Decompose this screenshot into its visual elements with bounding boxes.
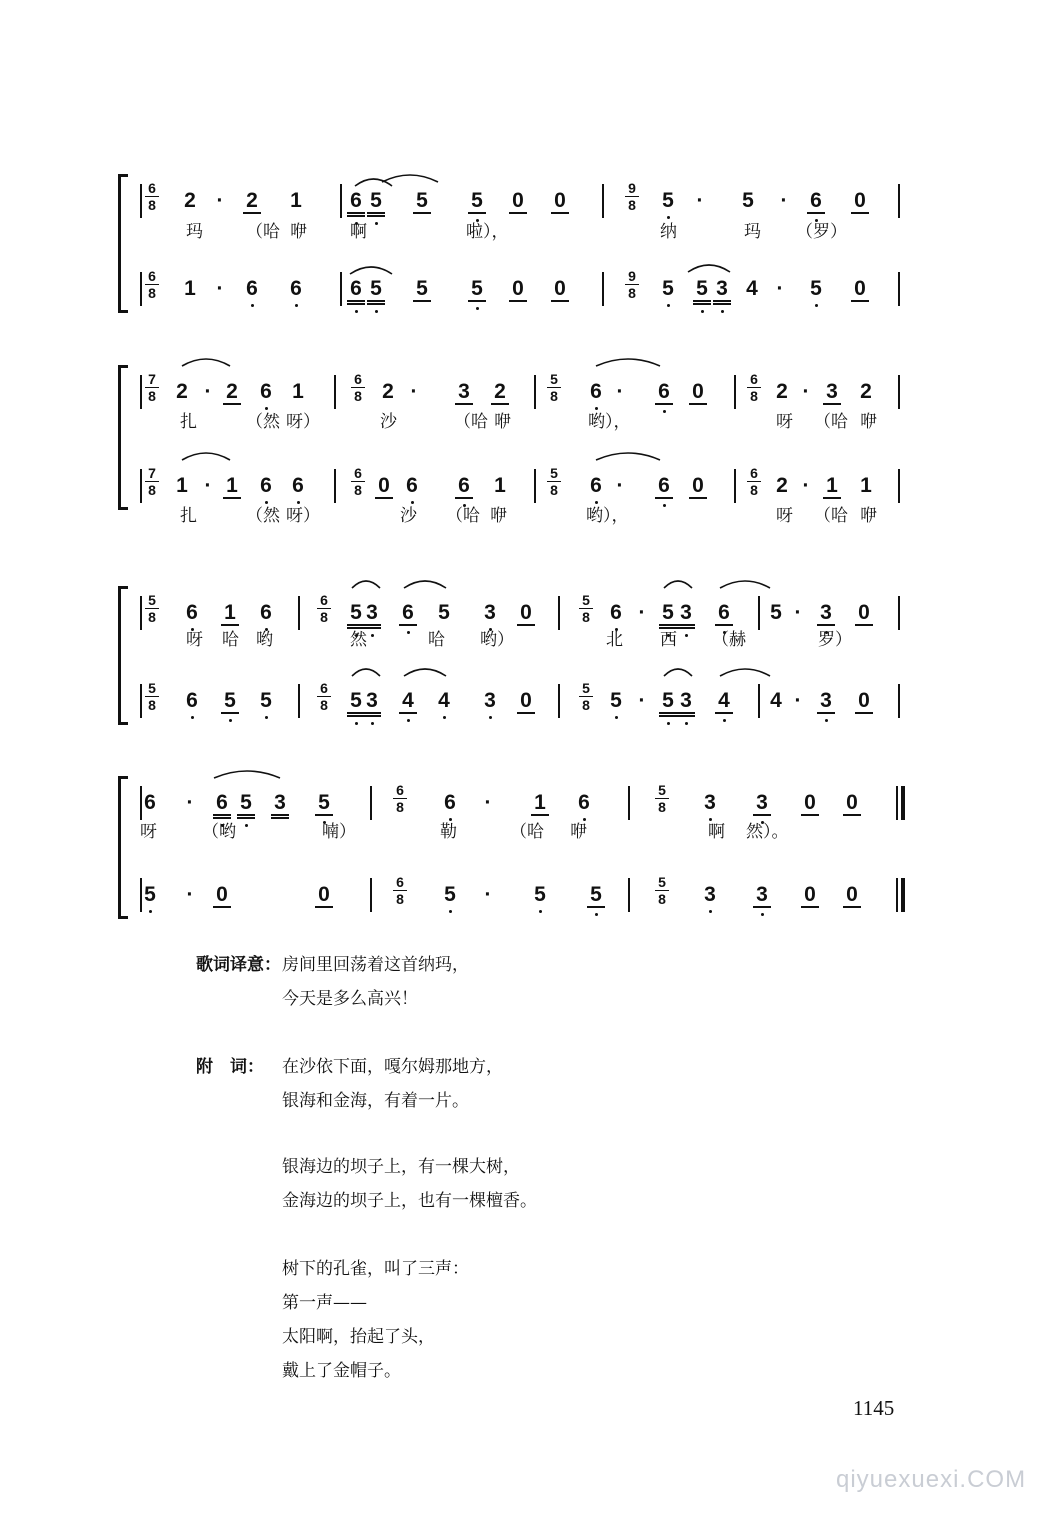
meaning-line: 今天是多么高兴！ [282, 989, 418, 1009]
note: 0 [554, 277, 566, 300]
note: 6 [260, 601, 272, 624]
note: 6 [578, 791, 590, 814]
note: 6 [718, 601, 730, 624]
appendix-line: 太阳啊，抬起了头， [282, 1327, 435, 1347]
time-sig-denominator: 8 [579, 696, 593, 712]
time-sig-numerator: 5 [658, 782, 666, 798]
note: 5 [471, 189, 483, 212]
note: 5 [240, 791, 252, 814]
time-sig-numerator: 9 [628, 268, 636, 284]
note: 6 [186, 689, 198, 712]
augmentation-dot: · [410, 380, 418, 403]
note: 0 [512, 277, 524, 300]
slur [352, 581, 380, 588]
augmentation-dot: · [186, 791, 194, 814]
slur [404, 669, 446, 676]
lyric-word: （哈 [446, 506, 480, 526]
lyric-word: 啊 [350, 222, 367, 242]
slur [404, 581, 446, 588]
note: 3 [680, 689, 692, 712]
augmentation-dot: · [216, 189, 224, 212]
lyric-word: 咿 [494, 412, 511, 432]
note: 2 [860, 380, 872, 403]
note: 5 [444, 883, 456, 906]
note: 3 [680, 601, 692, 624]
augmentation-dot: · [776, 277, 784, 300]
time-sig-numerator: 5 [550, 371, 558, 387]
note: 5 [224, 689, 236, 712]
note: 4 [770, 689, 782, 712]
time-sig-numerator: 6 [750, 465, 758, 481]
time-sig-denominator: 8 [625, 196, 639, 212]
augmentation-dot: · [616, 380, 624, 403]
note: 3 [366, 601, 378, 624]
lyric-word: 咿 [860, 412, 877, 432]
note: 6 [658, 474, 670, 497]
note: 5 [144, 883, 156, 906]
note: 3 [274, 791, 286, 814]
note: 5 [416, 277, 428, 300]
lyric-word: 呀 [776, 412, 793, 432]
note: 0 [216, 883, 228, 906]
time-sig-denominator: 8 [625, 284, 639, 300]
note: 3 [820, 689, 832, 712]
time-sig-denominator: 8 [145, 387, 159, 403]
slur [182, 359, 230, 366]
lyric-word: 呀） [286, 506, 320, 526]
lyric-word: 哟） [480, 630, 514, 650]
lyric-word: 喃） [322, 822, 356, 842]
note: 5 [662, 689, 674, 712]
augmentation-dot: · [616, 474, 624, 497]
note: 6 [590, 474, 602, 497]
time-sig-numerator: 6 [148, 268, 156, 284]
lyric-word: 哟）， [588, 412, 631, 432]
appendix-line: 银海边的坝子上，有一棵大树， [282, 1157, 520, 1177]
lyric-word: 咿 [860, 506, 877, 526]
note: 4 [402, 689, 414, 712]
time-sig-numerator: 5 [148, 680, 156, 696]
note: 3 [756, 883, 768, 906]
time-sig-denominator: 8 [351, 387, 365, 403]
time-sig-denominator: 8 [145, 608, 159, 624]
note: 6 [444, 791, 456, 814]
note: 0 [318, 883, 330, 906]
augmentation-dot: · [802, 380, 810, 403]
note: 3 [704, 791, 716, 814]
time-sig-numerator: 9 [628, 180, 636, 196]
lyric-word: （哈 [814, 506, 848, 526]
watermark: qiyuexuexi.COM [836, 1466, 1027, 1493]
note: 2 [176, 380, 188, 403]
augmentation-dot: · [204, 474, 212, 497]
slur [664, 669, 692, 676]
time-sig-numerator: 6 [148, 180, 156, 196]
note: 0 [554, 189, 566, 212]
note: 1 [826, 474, 838, 497]
lyric-word: （哈 [454, 412, 488, 432]
note: 5 [610, 689, 622, 712]
note: 4 [718, 689, 730, 712]
note: 5 [662, 601, 674, 624]
augmentation-dot: · [802, 474, 810, 497]
note: 6 [402, 601, 414, 624]
lyric-word: 啊 [708, 822, 725, 842]
lyric-word: 呀） [286, 412, 320, 432]
lyric-word: 啦）， [466, 222, 509, 242]
lyric-word: 咿 [570, 822, 587, 842]
note: 3 [484, 689, 496, 712]
note: 0 [854, 189, 866, 212]
lyric-word: 勒 [440, 822, 457, 842]
lyric-word: 哟）， [586, 506, 629, 526]
time-sig-denominator: 8 [579, 608, 593, 624]
note: 6 [590, 380, 602, 403]
lyric-word: （然 [246, 412, 280, 432]
note: 6 [292, 474, 304, 497]
time-sig-numerator: 6 [320, 592, 328, 608]
note: 0 [804, 883, 816, 906]
lyric-word: （赫 [712, 630, 746, 650]
note: 5 [318, 791, 330, 814]
lyric-word: 沙 [380, 412, 397, 432]
slur [596, 453, 660, 460]
note: 6 [246, 277, 258, 300]
note: 4 [438, 689, 450, 712]
augmentation-dot: · [484, 883, 492, 906]
note: 5 [350, 689, 362, 712]
note: 2 [776, 380, 788, 403]
note: 5 [416, 189, 428, 212]
note: 3 [704, 883, 716, 906]
note: 3 [820, 601, 832, 624]
note: 1 [292, 380, 304, 403]
time-sig-denominator: 8 [655, 798, 669, 814]
note: 5 [260, 689, 272, 712]
note: 6 [186, 601, 198, 624]
note: 6 [350, 189, 362, 212]
lyric-word: （哈 [246, 222, 280, 242]
time-sig-denominator: 8 [547, 481, 561, 497]
note: 4 [746, 277, 758, 300]
note: 1 [224, 601, 236, 624]
slur [688, 265, 730, 272]
time-sig-denominator: 8 [145, 696, 159, 712]
note: 0 [854, 277, 866, 300]
slur [382, 175, 438, 182]
note: 0 [858, 601, 870, 624]
note: 5 [590, 883, 602, 906]
lyric-word: 西 [660, 630, 677, 650]
time-sig-denominator: 8 [747, 387, 761, 403]
time-sig-numerator: 7 [148, 465, 156, 481]
time-sig-denominator: 8 [547, 387, 561, 403]
time-sig-denominator: 8 [317, 696, 331, 712]
note: 0 [846, 883, 858, 906]
lyric-word: 玛 [744, 222, 761, 242]
time-sig-numerator: 6 [320, 680, 328, 696]
time-sig-numerator: 6 [354, 371, 362, 387]
appendix-line: 金海边的坝子上，也有一棵檀香。 [282, 1191, 537, 1211]
lyric-word: 北 [606, 630, 623, 650]
note: 0 [520, 601, 532, 624]
slur [720, 669, 770, 676]
time-sig-denominator: 8 [145, 196, 159, 212]
note: 2 [776, 474, 788, 497]
time-sig-numerator: 5 [582, 680, 590, 696]
note: 0 [520, 689, 532, 712]
slur [596, 359, 660, 366]
lyric-word: 哟 [256, 630, 273, 650]
lyric-word: （罗） [796, 222, 847, 242]
note: 3 [826, 380, 838, 403]
time-sig-denominator: 8 [655, 890, 669, 906]
slur [350, 267, 392, 274]
page-number: 1145 [853, 1396, 895, 1420]
augmentation-dot: · [638, 601, 646, 624]
note: 6 [144, 791, 156, 814]
note: 6 [658, 380, 670, 403]
note: 0 [846, 791, 858, 814]
lyric-word: （哈 [510, 822, 544, 842]
time-sig-denominator: 8 [393, 798, 407, 814]
lyric-word: 纳 [660, 222, 677, 242]
note: 1 [494, 474, 506, 497]
note: 5 [770, 601, 782, 624]
note: 1 [176, 474, 188, 497]
note: 3 [366, 689, 378, 712]
note: 1 [534, 791, 546, 814]
time-sig-denominator: 8 [393, 890, 407, 906]
augmentation-dot: · [186, 883, 194, 906]
lyric-word: 沙 [400, 506, 417, 526]
note: 6 [406, 474, 418, 497]
augmentation-dot: · [794, 601, 802, 624]
augmentation-dot: · [484, 791, 492, 814]
note: 0 [378, 474, 390, 497]
time-sig-denominator: 8 [145, 284, 159, 300]
time-sig-numerator: 7 [148, 371, 156, 387]
note: 2 [382, 380, 394, 403]
time-sig-numerator: 5 [550, 465, 558, 481]
slur [720, 581, 770, 588]
lyrics-meaning-section [196, 950, 716, 1010]
note: 5 [370, 277, 382, 300]
lyric-word: 然 [350, 630, 367, 650]
time-sig-numerator: 5 [658, 874, 666, 890]
note: 5 [662, 189, 674, 212]
time-sig-numerator: 5 [148, 592, 156, 608]
time-sig-numerator: 6 [750, 371, 758, 387]
lyric-word: 扎 [180, 506, 197, 526]
note: 0 [858, 689, 870, 712]
time-sig-denominator: 8 [351, 481, 365, 497]
note: 0 [692, 380, 704, 403]
note: 6 [260, 380, 272, 403]
note: 5 [662, 277, 674, 300]
note: 6 [216, 791, 228, 814]
note: 5 [350, 601, 362, 624]
slur [182, 453, 230, 460]
note: 2 [226, 380, 238, 403]
appendix-line: 第一声—— [282, 1293, 367, 1313]
lyric-word: 罗） [818, 630, 852, 650]
lyric-word: 玛 [186, 222, 203, 242]
augmentation-dot: · [780, 189, 788, 212]
appendix-label: 附 词： [196, 1057, 264, 1077]
meaning-label: 歌词译意： [196, 955, 281, 975]
appendix-line: 在沙依下面，嘎尔姆那地方， [282, 1057, 503, 1077]
note: 2 [246, 189, 258, 212]
augmentation-dot: · [638, 689, 646, 712]
note: 5 [810, 277, 822, 300]
augmentation-dot: · [794, 689, 802, 712]
time-sig-numerator: 6 [396, 874, 404, 890]
lyric-word: 咿 [490, 506, 507, 526]
lyric-word: 呀 [140, 822, 157, 842]
lyric-word: 扎 [180, 412, 197, 432]
note: 5 [742, 189, 754, 212]
slur [352, 669, 380, 676]
note: 6 [610, 601, 622, 624]
lyric-word: 呀 [186, 630, 203, 650]
note: 0 [692, 474, 704, 497]
note: 6 [810, 189, 822, 212]
note: 1 [860, 474, 872, 497]
time-sig-denominator: 8 [317, 608, 331, 624]
note: 5 [696, 277, 708, 300]
note: 3 [458, 380, 470, 403]
note: 2 [494, 380, 506, 403]
note: 5 [471, 277, 483, 300]
augmentation-dot: · [204, 380, 212, 403]
appendix-line: 树下的孔雀，叫了三声： [282, 1259, 469, 1279]
appendix-lyrics-section [196, 1052, 716, 1382]
slur [214, 771, 280, 778]
appendix-line: 银海和金海，有着一片。 [282, 1091, 469, 1111]
note: 1 [184, 277, 196, 300]
note: 2 [184, 189, 196, 212]
time-sig-denominator: 8 [747, 481, 761, 497]
lyric-word: 咿 [290, 222, 307, 242]
lyric-word: 哈 [222, 630, 239, 650]
time-sig-numerator: 5 [582, 592, 590, 608]
note: 6 [350, 277, 362, 300]
note: 5 [534, 883, 546, 906]
time-sig-numerator: 6 [354, 465, 362, 481]
note: 6 [290, 277, 302, 300]
note: 3 [756, 791, 768, 814]
slur [664, 581, 692, 588]
lyric-word: （哟 [202, 822, 236, 842]
augmentation-dot: · [216, 277, 224, 300]
note: 1 [290, 189, 302, 212]
meaning-line: 房间里回荡着这首纳玛， [282, 955, 469, 975]
note: 5 [438, 601, 450, 624]
lyric-word: （哈 [814, 412, 848, 432]
note: 3 [716, 277, 728, 300]
note: 0 [804, 791, 816, 814]
note: 6 [260, 474, 272, 497]
note: 3 [484, 601, 496, 624]
time-sig-numerator: 6 [396, 782, 404, 798]
note: 5 [370, 189, 382, 212]
note: 1 [226, 474, 238, 497]
lyric-word: 哈 [428, 630, 445, 650]
lyric-word: （然 [246, 506, 280, 526]
note: 6 [458, 474, 470, 497]
note: 0 [512, 189, 524, 212]
lyric-word: 呀 [776, 506, 793, 526]
lyric-word: 然）。 [746, 822, 789, 842]
augmentation-dot: · [696, 189, 704, 212]
appendix-line: 戴上了金帽子。 [282, 1361, 401, 1381]
time-sig-denominator: 8 [145, 481, 159, 497]
